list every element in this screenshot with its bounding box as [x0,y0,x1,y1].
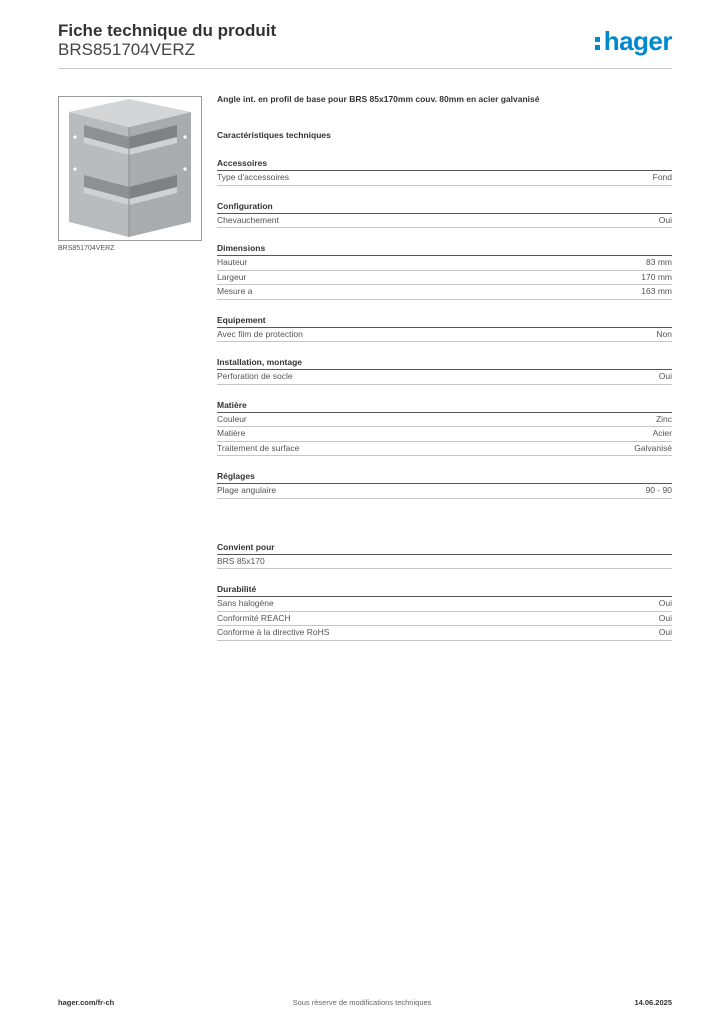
page-title: Fiche technique du produit [58,21,277,40]
section-spacer [217,499,672,527]
logo-dots-icon [595,34,601,53]
spec-label: Matière [217,428,246,438]
spec-value: Oui [658,598,672,608]
section-title: Caractéristiques techniques [217,130,331,140]
spec-row [217,256,672,271]
spec-value: Zinc [655,413,672,424]
product-description: Angle int. en profil de base pour BRS 85x170mm couv. 80mm en acier galvanisé [217,94,540,104]
spec-label: Plage angulaire [217,485,277,495]
spec-group-equipement [217,314,672,343]
spec-row [217,555,672,570]
footer-date: 14.06.2025 [634,998,672,1007]
footer-website-link[interactable]: hager.com/fr-ch [58,998,115,1007]
footer-notice: Sous réserve de modifications techniques [292,998,432,1007]
hager-logo[interactable] [595,26,672,57]
image-caption: BRS851704VERZ [58,245,115,252]
spec-row [217,214,672,229]
spec-label: Type d'accessoires [217,172,290,182]
spec-row [217,413,672,428]
spec-group-matiere [217,399,672,457]
spec-group-configuration [217,200,672,229]
group-title: Equipement [217,314,672,328]
spec-group-accessoires [217,157,672,186]
spec-value: 83 mm [646,257,672,267]
logo-text: hager [603,26,672,56]
spec-content [217,94,672,641]
spec-value: Galvanisé [634,442,672,453]
spec-label: Traitement de surface [217,442,300,453]
product-reference: BRS851704VERZ [58,40,196,59]
spec-value: Oui [658,214,672,225]
spec-label: BRS 85x170 [217,555,265,566]
spec-row [217,442,672,457]
product-image [58,96,202,241]
spec-value: Acier [652,428,672,438]
spec-row [217,171,672,186]
spec-value: Fond [652,172,672,182]
group-title: Accessoires [217,157,672,171]
spec-group-convient-pour [217,541,672,570]
spec-group-installation [217,356,672,385]
spec-label: Mesure a [217,286,253,296]
spec-row [217,427,672,442]
group-title: Durabilité [217,583,672,597]
spec-label: Perforation de socle [217,371,293,381]
spec-row [217,597,672,612]
group-title: Configuration [217,200,672,214]
spec-group-reglages [217,470,672,499]
spec-label: Couleur [217,413,247,424]
spec-label: Largeur [217,271,247,282]
spec-label: Hauteur [217,257,248,267]
spec-label: Avec film de protection [217,328,303,339]
spec-group-dimensions [217,242,672,300]
spec-value: Oui [658,627,672,637]
header-divider [58,68,672,69]
spec-row [217,285,672,300]
spec-row [217,484,672,499]
spec-value: 163 mm [641,286,672,296]
group-title: Matière [217,399,672,413]
corner-profile-illustration [59,97,201,240]
spec-value: Oui [658,612,672,623]
spec-value: 90 - 90 [645,485,672,495]
group-title: Dimensions [217,242,672,256]
spec-group-durabilite [217,583,672,641]
spec-label: Chevauchement [217,214,279,225]
spec-row [217,370,672,385]
spec-value: 170 mm [641,271,672,282]
group-title: Installation, montage [217,356,672,370]
spec-value: Non [656,328,672,339]
group-title: Réglages [217,470,672,484]
spec-row [217,271,672,286]
spec-label: Sans halogène [217,598,274,608]
group-title: Convient pour [217,541,672,555]
spec-label: Conforme à la directive RoHS [217,627,330,637]
spec-row [217,626,672,641]
spec-row [217,328,672,343]
spec-label: Conformité REACH [217,612,291,623]
spec-row [217,612,672,627]
spec-value: Oui [658,371,672,381]
